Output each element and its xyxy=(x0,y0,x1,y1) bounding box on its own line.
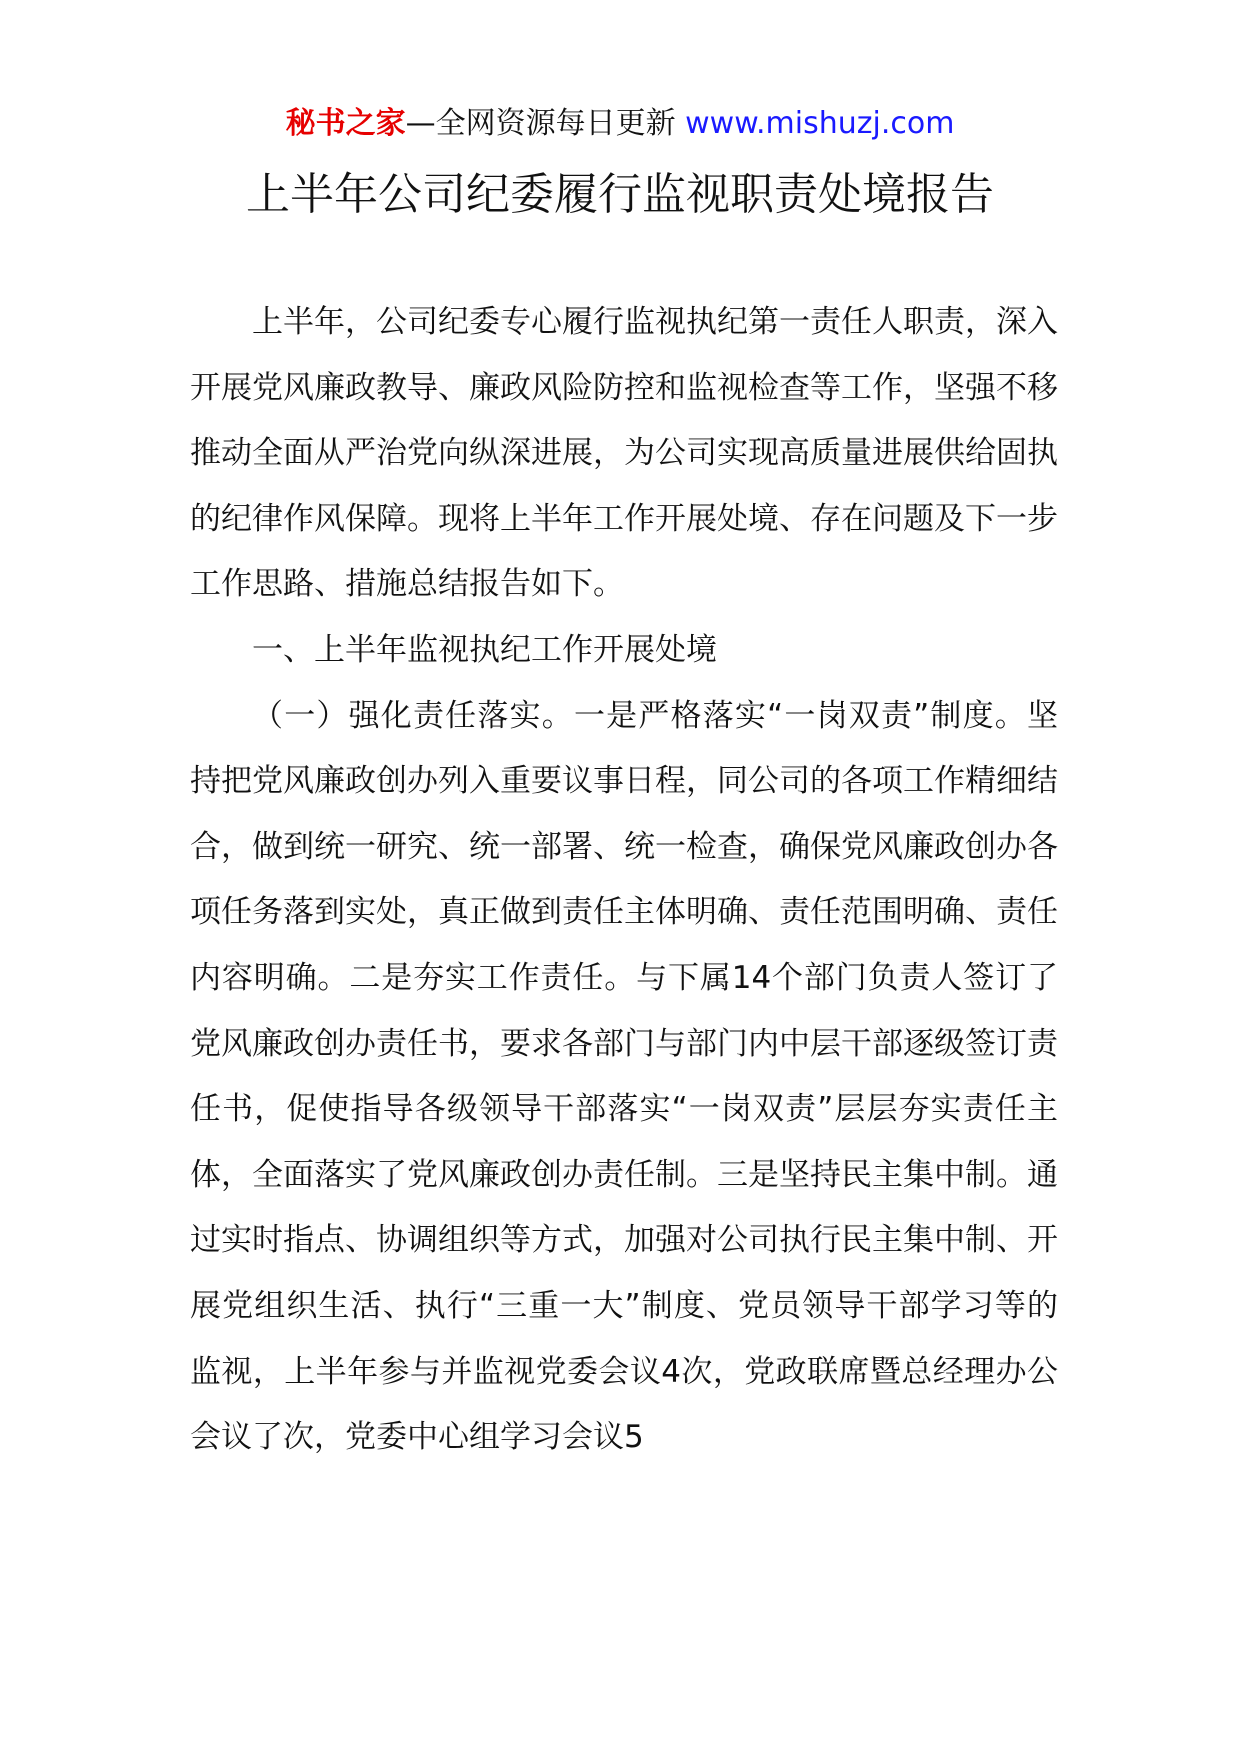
document-body xyxy=(190,290,1058,1471)
site-brand: 秘书之家 xyxy=(285,106,406,141)
paragraph-intro: 上半年，公司纪委专心履行监视执纪第一责任人职责，深入开展党风廉政教导、廉政风险防控和监视检查等工作，坚强不移推动全面从严治党向纵深进展，为公司实现高质量进展供给固执的纪律作风保障。现将上半年工作开展处境、存在问题及下一步工作思路、措施总结报告如下。 xyxy=(190,304,1058,603)
section-heading: 一、上半年监视执纪工作开展处境 xyxy=(252,631,717,668)
site-header xyxy=(0,100,1240,148)
document-title: 上半年公司纪委履行监视职责处境报告 xyxy=(246,169,994,220)
site-slogan: —全网资源每日更新 xyxy=(405,106,676,141)
paragraph-responsibility: （一）强化责任落实。一是严格落实“一岗双责”制度。坚持把党风廉政创办列入重要议事日程，同公司的各项工作精细结合，做到统一研究、统一部署、统一检查，确保党风廉政创办各项任务落到实处，真正做到责任主体明确、责任范围明确、责任内容明确。二是夯实工作责任。与下属14个部门负责人签订了党风廉政创办责任书，要求各部门与部门内中层干部逐级签订责任书，促使指导各级领导干部落实“一岗双责”层层夯实责任主体，全面落实了党风廉政创办责任制。三是坚持民主集中制。通过实时指点、协调组织等方式，加强对公司执行民主集中制、开展党组织生活、执行“三重一大”制度、党员领导干部学习等的监视，上半年参与并监视党委会议4次，党政联席暨总经理办公会议了次，党委中心组学习会议5 xyxy=(190,697,1058,1456)
site-url-link[interactable]: www.mishuzj.com xyxy=(685,106,955,141)
